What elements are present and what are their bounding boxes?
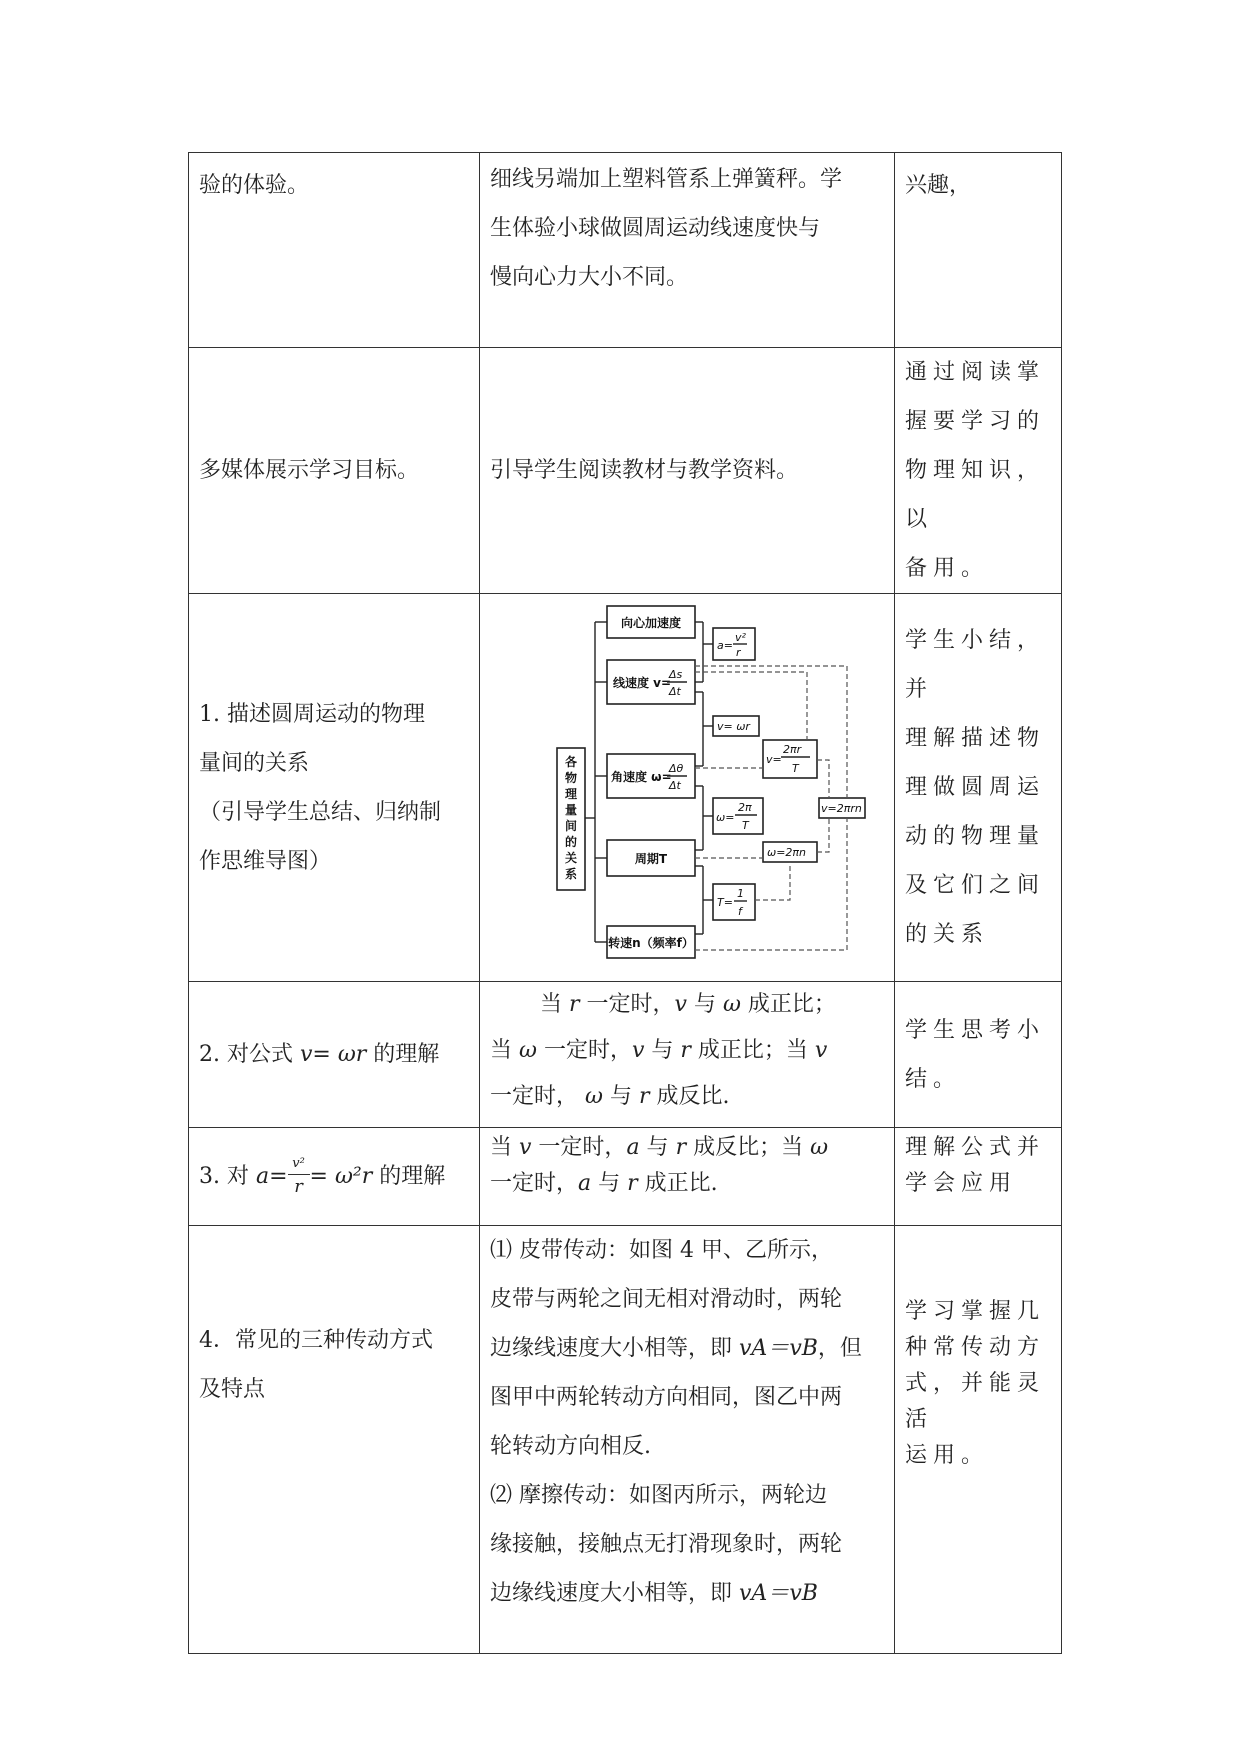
row4-col1 — [189, 982, 480, 1128]
formula-omega-lhs: ω= — [716, 811, 735, 824]
formula-a-den: r — [736, 646, 741, 659]
formula-v-2pirn-label: v=2πrn — [821, 802, 862, 815]
row4-l3b: ω — [585, 1084, 603, 1109]
row3-note-line2: 作思维导图） — [199, 848, 332, 874]
row6-p2-line1: ⑵ 摩擦传动：如图丙所示，两轮边 — [490, 1483, 827, 1508]
row5-l2b: a — [578, 1171, 592, 1196]
row4-l1d: v — [674, 992, 687, 1017]
row4-l3e: 成反比. — [649, 1084, 730, 1109]
row5-col3-line2: 学会应用 — [905, 1171, 1018, 1196]
node-linear-velocity-den: Δt — [669, 685, 681, 698]
row3-col3-line4: 动的物理量 — [905, 824, 1046, 849]
row3-col3-line6: 的关系 — [905, 922, 990, 947]
row5-line2 — [490, 1166, 884, 1202]
row2-col3-line3: 物理知识，以 — [905, 458, 1046, 532]
row4-l1c: 一定时， — [579, 992, 675, 1017]
row4-l1e: 与 — [686, 992, 723, 1017]
row5-l1e: 与 — [639, 1135, 676, 1160]
row6-p1-tail: ，但 — [817, 1336, 862, 1361]
row3-col3-line3: 理做圆周运 — [905, 775, 1046, 800]
row5-l1f: r — [675, 1135, 687, 1160]
row3-title-line2: 量间的关系 — [199, 750, 310, 776]
row6-col3 — [895, 1226, 1062, 1654]
row1-col2-line2: 生体验小球做圆周运动线速度快与 — [490, 216, 821, 241]
row5-l2a: 一定时， — [490, 1171, 579, 1196]
row6-col3-line1: 学习掌握几 — [905, 1299, 1046, 1324]
row4-col1-post: 的理解 — [366, 1042, 440, 1067]
row4-line1 — [490, 982, 884, 1028]
formula-T-num: 1 — [737, 887, 744, 900]
formula-v2pir-lhs: v= — [766, 753, 782, 766]
formula-v-omega-r-label: v= ωr — [717, 720, 750, 733]
row6-p1-line1: ⑴ 皮带传动：如图 4 甲、乙所示， — [490, 1238, 833, 1263]
row5-l1d: a — [626, 1135, 640, 1160]
row5-l1a: 当 — [490, 1135, 519, 1160]
row6-col3-line3: 式，并能灵活 — [905, 1371, 1046, 1432]
row5-l1b: v — [519, 1135, 532, 1160]
row3-col3 — [895, 594, 1062, 982]
table-row — [189, 982, 1062, 1128]
row5-a: a= — [255, 1164, 288, 1189]
row2-col3 — [895, 348, 1062, 594]
row6-p2-line2: 缘接触，接触点无打滑现象时，两轮 — [490, 1532, 843, 1557]
row4-l1f: ω — [722, 992, 741, 1017]
row2-col3-line1: 通过阅读掌 — [905, 360, 1046, 385]
formula-v2pir-num: 2πr — [783, 743, 802, 756]
row1-col1-text: 验的体验。 — [199, 173, 310, 198]
mindmap-root-label: 各物理量间的关系 — [564, 755, 578, 881]
row2-col3-line4: 备用。 — [905, 556, 990, 581]
row4-line3 — [490, 1074, 884, 1120]
row3-title-line1: 1. 描述圆周运动的物理 — [199, 701, 425, 727]
row3-col3-line1: 学生小结，并 — [905, 628, 1046, 702]
row4-col2 — [480, 982, 895, 1128]
physics-mind-map — [507, 600, 867, 976]
row5-l2d: r — [627, 1171, 638, 1196]
formula-a-lhs: a= — [717, 639, 733, 652]
row4-l2g: 成正比；当 — [690, 1038, 815, 1063]
row6-p2-equation: vA＝vB — [739, 1581, 818, 1606]
row4-l2d: v — [631, 1038, 645, 1063]
row2-col1-text: 多媒体展示学习目标。 — [199, 458, 420, 483]
row4-l2e: 与 — [644, 1038, 681, 1063]
row1-col2-line3: 慢向心力大小不同。 — [490, 265, 689, 290]
row2-col2-text: 引导学生阅读教材与教学资料。 — [490, 458, 799, 483]
formula-omega-den: T — [742, 819, 749, 832]
lesson-table — [188, 152, 1062, 1654]
node-period-label: 周期T — [634, 852, 668, 866]
row6-col3-line2: 种常传动方 — [905, 1335, 1046, 1360]
row6-p1-line4: 图甲中两轮转动方向相同，图乙中两 — [490, 1385, 843, 1410]
row5-l1c: 一定时， — [531, 1135, 627, 1160]
formula-a-num: v² — [735, 631, 746, 644]
row4-l2c: 一定时， — [536, 1038, 632, 1063]
row4-line2 — [490, 1028, 884, 1074]
row4-col3-line1: 学生思考小 — [905, 1017, 1046, 1043]
row4-formula: v= ωr — [299, 1042, 367, 1067]
row3-note-line1: （引导学生总结、归纳制 — [199, 799, 442, 825]
row5-fraction — [288, 1157, 310, 1196]
row4-col3 — [895, 982, 1062, 1128]
row5-col1 — [189, 1128, 480, 1226]
row5-l1g: 成反比；当 — [686, 1135, 811, 1160]
row4-l2b: ω — [519, 1038, 537, 1063]
row6-col3-line4: 运用。 — [905, 1443, 990, 1468]
row5-col2 — [480, 1128, 895, 1226]
row2-col1 — [189, 348, 480, 594]
row5-l1h: ω — [810, 1135, 829, 1160]
formula-omega-num: 2π — [738, 801, 752, 814]
row5-l2e: 成正比. — [637, 1171, 718, 1196]
formula-T-den: f — [738, 905, 742, 918]
node-angular-velocity-label: 角速度 ω= — [611, 770, 672, 784]
table-row — [189, 1128, 1062, 1226]
row5-col3 — [895, 1128, 1062, 1226]
row6-col2 — [480, 1226, 895, 1654]
row4-l3a: 一定时， — [490, 1084, 585, 1109]
formula-omega-2pi-n-label: ω=2πn — [767, 846, 807, 859]
row6-p1-line5: 轮转动方向相反. — [490, 1434, 651, 1459]
row6-col1-line1: 4．常见的三种传动方式 — [199, 1328, 433, 1353]
table-row — [189, 348, 1062, 594]
row4-l1a: 当 — [540, 992, 569, 1017]
row6-p1-line3 — [490, 1324, 884, 1373]
row5-col3-line1: 理解公式并 — [905, 1135, 1046, 1160]
row5-frac-den: r — [294, 1175, 303, 1197]
row5-l2c: 与 — [591, 1171, 628, 1196]
row4-l2f: r — [680, 1038, 691, 1063]
row6-p2-line3-text: 边缘线速度大小相等，即 — [490, 1581, 739, 1606]
row3-col2-mindmap-cell — [480, 594, 895, 982]
row5-eq: = — [309, 1164, 335, 1189]
node-angular-velocity-den: Δt — [669, 779, 681, 792]
row5-omega: ω²r — [334, 1164, 373, 1189]
row6-col1 — [189, 1226, 480, 1654]
formula-T-lhs: T= — [717, 896, 733, 909]
row4-col1-pre: 2. 对公式 — [199, 1042, 300, 1067]
row3-col3-line5: 及它们之间 — [905, 873, 1046, 898]
row4-l3d: r — [638, 1084, 650, 1109]
node-angular-velocity-num: Δθ — [669, 762, 684, 775]
row4-l2a: 当 — [490, 1038, 519, 1063]
row5-line1 — [490, 1130, 884, 1166]
node-linear-velocity-label: 线速度 v= — [613, 676, 672, 690]
row1-col2 — [480, 153, 895, 348]
row6-p1-line2: 皮带与两轮之间无相对滑动时，两轮 — [490, 1287, 843, 1312]
row1-col2-line1: 细线另端加上塑料管系上弹簧秤。学 — [490, 167, 843, 192]
row6-p1-equation: vA＝vB — [739, 1336, 818, 1361]
row5-col1-pre: 3. 对 — [199, 1164, 256, 1189]
table-row — [189, 594, 1062, 982]
row2-col3-line2: 握要学习的 — [905, 409, 1046, 434]
node-linear-velocity-num: Δs — [669, 668, 683, 681]
row1-col3 — [895, 153, 1062, 348]
row6-p1-line3-text: 边缘线速度大小相等，即 — [490, 1336, 739, 1361]
row1-col1 — [189, 153, 480, 348]
row6-col1-line2: 及特点 — [199, 1377, 266, 1402]
row4-l3c: 与 — [602, 1084, 639, 1109]
node-centripetal-accel-label: 向心加速度 — [620, 616, 682, 630]
row4-l1b: r — [569, 992, 580, 1017]
table-row — [189, 1226, 1062, 1654]
row3-col3-line2: 理解描述物 — [905, 726, 1046, 751]
formula-v2pir-den: T — [792, 762, 799, 775]
row5-col1-post: 的理解 — [372, 1164, 446, 1189]
row1-col3-text: 兴趣， — [905, 173, 972, 198]
row4-l1g: 成正比； — [740, 992, 836, 1017]
row3-col1 — [189, 594, 480, 982]
row6-p2-line3 — [490, 1569, 884, 1618]
row5-frac-num: v² — [292, 1156, 305, 1172]
row2-col2 — [480, 348, 895, 594]
table-row — [189, 153, 1062, 348]
row4-col3-line2: 结。 — [905, 1066, 962, 1092]
node-rotation-speed-label: 转速n（频率f） — [608, 936, 694, 950]
row4-l2h: v — [814, 1038, 828, 1063]
